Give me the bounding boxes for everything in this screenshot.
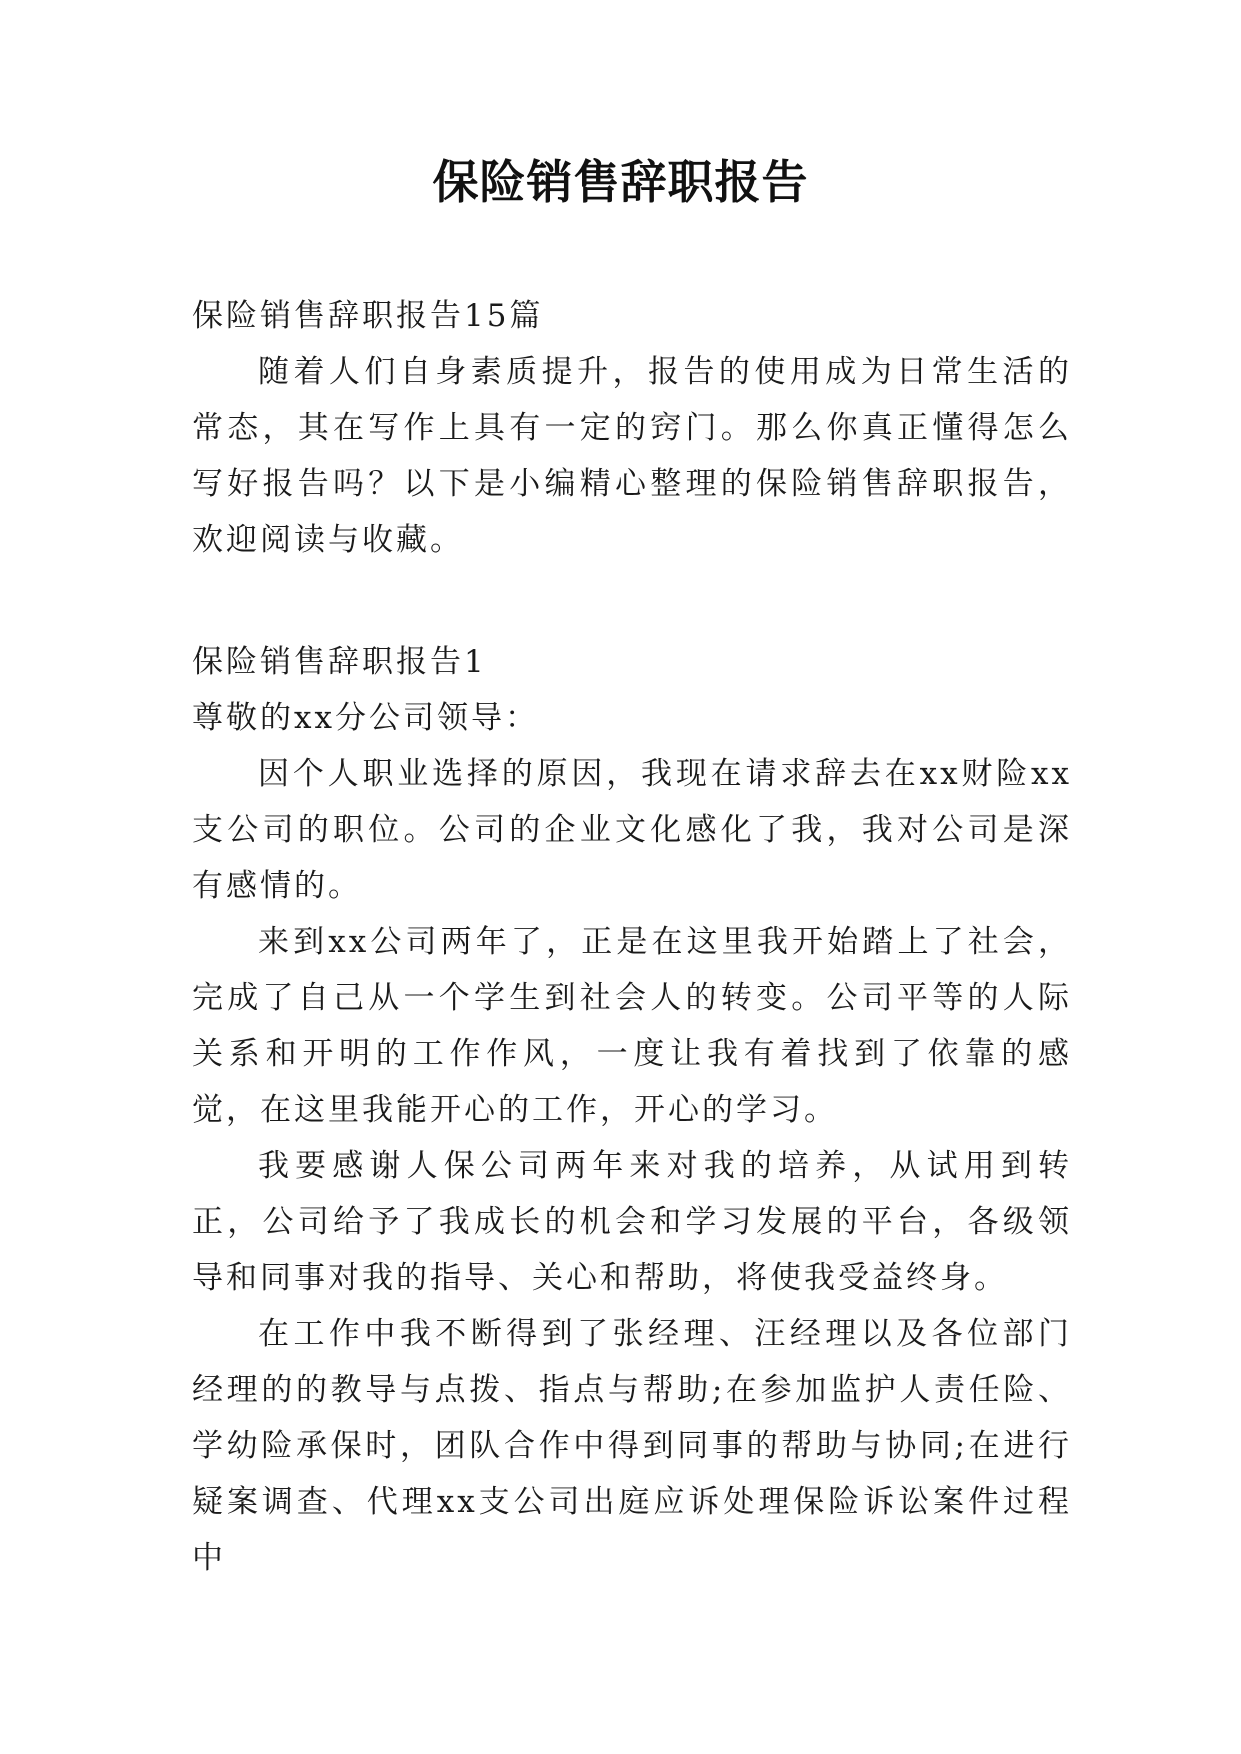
section-spacer [192,568,1072,634]
document-body [192,288,1072,1586]
section-heading: 保险销售辞职报告1 [192,644,487,680]
document-title: 保险销售辞职报告 [432,155,809,209]
body-paragraph: 因个人职业选择的原因，我现在请求辞去在xx财险xx支公司的职位。公司的企业文化感化了我，我对公司是深有感情的。 [192,756,1072,904]
body-paragraph: 在工作中我不断得到了张经理、汪经理以及各位部门经理的的教导与点拨、指点与帮助;在参加监护人责任险、学幼险承保时，团队合作中得到同事的帮助与协同;在进行疑案调查、代理xx支公司出庭应诉处理保险诉讼案件过程中 [192,1316,1072,1576]
intro-paragraph: 随着人们自身素质提升，报告的使用成为日常生活的常态，其在写作上具有一定的窍门。那么你真正懂得怎么写好报告吗？以下是小编精心整理的保险销售辞职报告，欢迎阅读与收藏。 [192,354,1072,558]
body-paragraph: 我要感谢人保公司两年来对我的培养，从试用到转正，公司给予了我成长的机会和学习发展的平台，各级领导和同事对我的指导、关心和帮助，将使我受益终身。 [192,1148,1072,1296]
body-paragraph: 来到xx公司两年了，正是在这里我开始踏上了社会，完成了自己从一个学生到社会人的转变。公司平等的人际关系和开明的工作作风，一度让我有着找到了依靠的感觉，在这里我能开心的工作，开心的学习。 [192,924,1072,1128]
series-heading: 保险销售辞职报告15篇 [192,298,544,334]
salutation: 尊敬的xx分公司领导： [192,700,539,736]
